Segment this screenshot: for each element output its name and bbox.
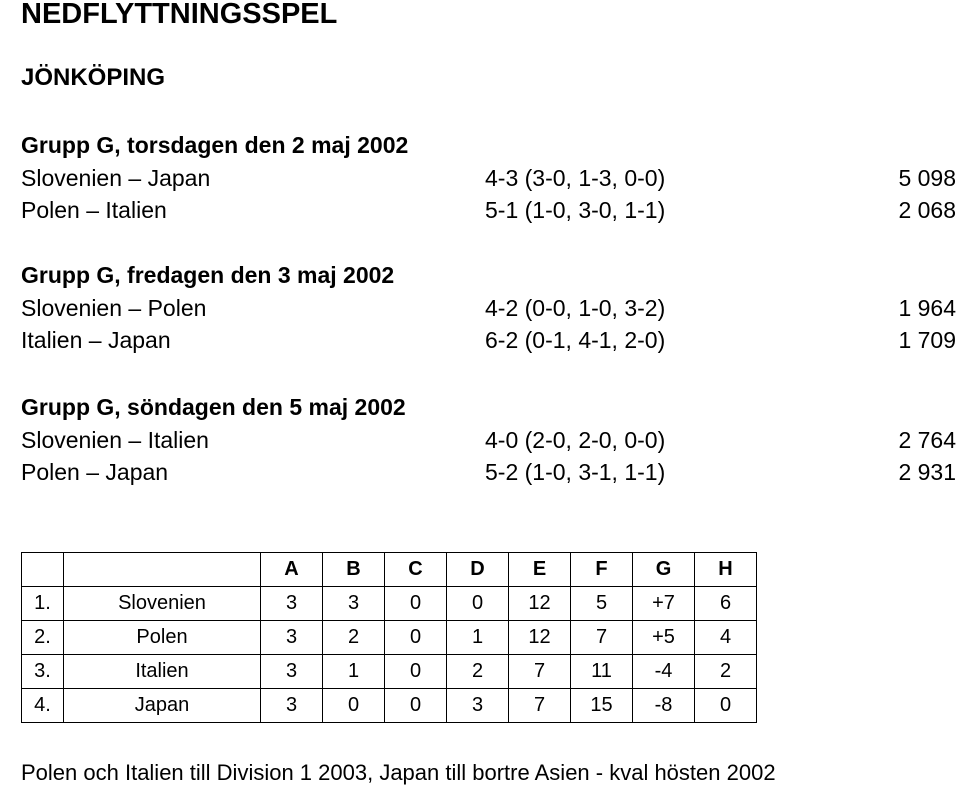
standings-header-row: [22, 553, 757, 587]
stat-cell: 3: [447, 689, 509, 723]
column-header: G: [633, 553, 695, 587]
stat-cell: 15: [571, 689, 633, 723]
stat-cell: 0: [385, 587, 447, 621]
stat-cell: 0: [385, 689, 447, 723]
group-header: Grupp G, fredagen den 3 maj 2002: [21, 262, 395, 288]
stat-cell: 3: [261, 587, 323, 621]
column-header: E: [509, 553, 571, 587]
match-teams: Slovenien – Italien: [21, 427, 209, 453]
stat-cell: 7: [509, 689, 571, 723]
match-attendance: 1 709: [898, 327, 956, 353]
stat-cell: 3: [261, 655, 323, 689]
stat-cell: -4: [633, 655, 695, 689]
stat-cell: 0: [695, 689, 757, 723]
team-cell: Polen: [64, 621, 261, 655]
match-teams: Polen – Italien: [21, 197, 167, 223]
match-attendance: 2 068: [898, 197, 956, 223]
table-row: [22, 621, 757, 655]
group-header: Grupp G, söndagen den 5 maj 2002: [21, 394, 406, 420]
match-result: 5-1 (1-0, 3-0, 1-1): [485, 197, 666, 223]
match-result: 4-0 (2-0, 2-0, 0-0): [485, 427, 666, 453]
stat-cell: 2: [323, 621, 385, 655]
rank-cell: 4.: [22, 689, 64, 723]
stat-cell: +7: [633, 587, 695, 621]
stat-cell: 3: [261, 689, 323, 723]
match-attendance: 2 931: [898, 459, 956, 485]
stat-cell: 5: [571, 587, 633, 621]
match-row: [21, 162, 956, 194]
stat-cell: +5: [633, 621, 695, 655]
rank-cell: 3.: [22, 655, 64, 689]
stat-cell: 1: [447, 621, 509, 655]
match-teams: Italien – Japan: [21, 327, 171, 353]
stat-cell: 12: [509, 621, 571, 655]
column-header: A: [261, 553, 323, 587]
match-teams: Slovenien – Japan: [21, 165, 211, 191]
team-cell: Japan: [64, 689, 261, 723]
stat-cell: 7: [571, 621, 633, 655]
column-header: B: [323, 553, 385, 587]
stat-cell: 2: [447, 655, 509, 689]
match-row: [21, 194, 956, 226]
stat-cell: 0: [323, 689, 385, 723]
match-attendance: 2 764: [898, 427, 956, 453]
stat-cell: 4: [695, 621, 757, 655]
column-header: C: [385, 553, 447, 587]
footer-note: Polen och Italien till Division 1 2003, Japan till bortre Asien - kval hösten 2002: [21, 760, 776, 785]
stat-cell: -8: [633, 689, 695, 723]
match-row: [21, 292, 956, 324]
stat-cell: 11: [571, 655, 633, 689]
match-attendance: 5 098: [898, 165, 956, 191]
match-row: [21, 456, 956, 488]
header-cell-empty: [22, 553, 64, 587]
stat-cell: 7: [509, 655, 571, 689]
page-title: NEDFLYTTNINGSSPEL: [21, 0, 338, 30]
stat-cell: 1: [323, 655, 385, 689]
match-group: [21, 391, 956, 488]
stat-cell: 0: [447, 587, 509, 621]
table-row: [22, 587, 757, 621]
column-header: F: [571, 553, 633, 587]
team-cell: Italien: [64, 655, 261, 689]
match-result: 4-2 (0-0, 1-0, 3-2): [485, 295, 666, 321]
table-row: [22, 689, 757, 723]
match-row: [21, 324, 956, 356]
match-teams: Slovenien – Polen: [21, 295, 207, 321]
stat-cell: 6: [695, 587, 757, 621]
column-header: H: [695, 553, 757, 587]
stat-cell: 12: [509, 587, 571, 621]
standings-table: [21, 552, 757, 723]
stat-cell: 2: [695, 655, 757, 689]
match-result: 4-3 (3-0, 1-3, 0-0): [485, 165, 666, 191]
city-heading: JÖNKÖPING: [21, 64, 166, 91]
stat-cell: 3: [261, 621, 323, 655]
match-group: [21, 129, 956, 226]
rank-cell: 2.: [22, 621, 64, 655]
stat-cell: 3: [323, 587, 385, 621]
header-cell-empty: [64, 553, 261, 587]
stat-cell: 0: [385, 621, 447, 655]
group-header: Grupp G, torsdagen den 2 maj 2002: [21, 132, 409, 158]
match-result: 5-2 (1-0, 3-1, 1-1): [485, 459, 666, 485]
match-attendance: 1 964: [898, 295, 956, 321]
team-cell: Slovenien: [64, 587, 261, 621]
stat-cell: 0: [385, 655, 447, 689]
match-group: [21, 259, 956, 356]
match-result: 6-2 (0-1, 4-1, 2-0): [485, 327, 666, 353]
column-header: D: [447, 553, 509, 587]
match-teams: Polen – Japan: [21, 459, 169, 485]
table-row: [22, 655, 757, 689]
match-row: [21, 424, 956, 456]
rank-cell: 1.: [22, 587, 64, 621]
